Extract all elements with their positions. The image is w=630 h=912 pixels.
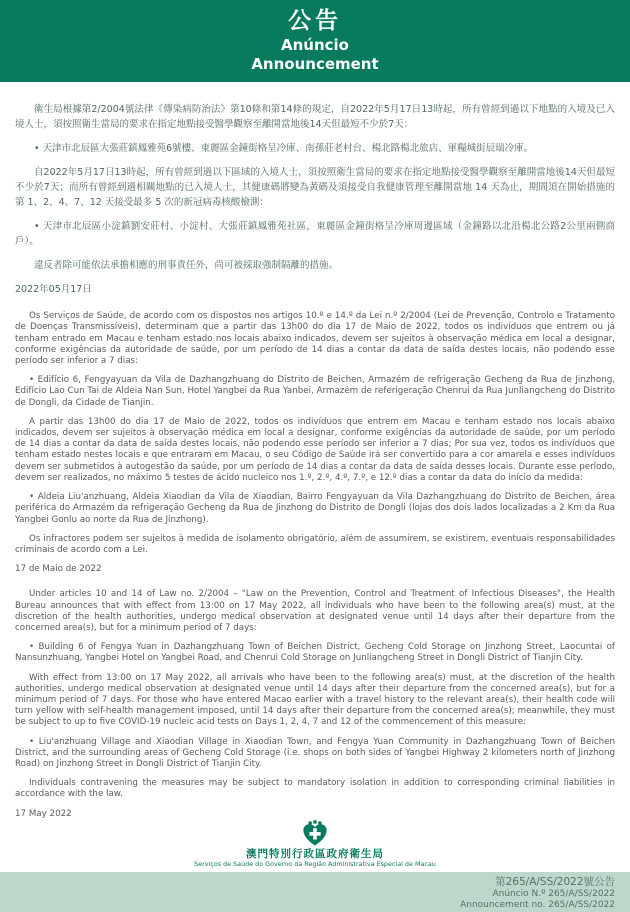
header-banner: [0, 0, 630, 82]
title-english: Announcement: [251, 54, 379, 73]
pt-paragraph-measures: A partir das 13h00 do dia 17 de Maio de 2022, todos os indivíduos que entrem em Macau e tenham estado nos locais abaixo indicados, devem ser sujeitos à observação médica em local a designar, conforme exigências da autoridade de saúde, por um período de 14 dias a contar da data de saída destes locais, não podendo esse período ser inferior a 7 dias; Por sua vez, todos os indivíduos que tenham estado nestes locais e que entraram em Macau, o seu Código de Saúde irá ser convertido para a cor amarela e esses indivíduos devem ser submetidos à autogestão da saúde, por um período de 14 dias a contar da data de saída desses locais. Durante esse período, devem ser realizados, no máximo 5 testes de ácido nucleico nos 1.º, 2.º, 4.º, 7.º, e 12.º dias a contar da data do início da medida:: [15, 416, 615, 483]
en-bullet-locations: • Building 6 of Fengya Yuan in Dazhangzhuang Town of Beichen District, Gecheng Cold Storage on Jinzhong Street, Laocuntai of Nansunzhuang, Yangbei Hotel on Yangbei Road, and Chenrui Cold Storage on Junliangcheng Street in Dongli District of Tianjin City.: [15, 642, 615, 664]
org-name-portuguese: Serviços de Saúde do Governo da Região Administrativa Especial de Macau: [194, 859, 436, 868]
pt-bullet-areas: • Aldeia Liu'anzhuang, Aldeia Xiaodian da Vila de Xiaodian, Bairro Fengyayuan da Vila Dazhangzhuang do Distrito de Beichen, área periférica do Armazém da refrigeração Gecheng da Rua de Jinzhong do Distrito de Dongli (lojas dos dois lados localizadas a 2 Km da Rua Yangbei Gonlu ao norte da Rua de Jinzhong).: [15, 492, 615, 525]
section-english: [15, 589, 615, 819]
zh-paragraph-penalty: 違反者除可能依法承擔相應的刑事責任外，尚可被採取強制隔離的措施。: [34, 260, 339, 272]
footer-org: [0, 820, 630, 872]
pt-date: 17 de Maio de 2022: [15, 564, 102, 575]
zh-paragraph-legal-basis: 衛生局根據第2/2004號法律《傳染病防治法》第10條和第14條的規定，自2022年5月17日13時起，所有曾經到過以下地點的入境及已入境人士，須按照衛生當局的要求在指定地點接受醫學觀察至離開當地後14天但最短不少於7天：: [15, 104, 615, 131]
org-name-chinese: 澳門特別行政區政府衛生局: [246, 847, 384, 860]
announcement-number-portuguese: Anúncio N.º 265/A/SS/2022: [492, 888, 615, 899]
announcement-body: [0, 82, 630, 820]
zh-bullet-locations: • 天津市北辰區大張莊鎮鳳雅苑6號樓、東麗區金鐘街格呈冷庫、南孫莊老村台、楊北路楊北旅店、軍糧城街辰瑞冷庫。: [34, 143, 534, 155]
pt-paragraph-penalty: Os infractores podem ser sujeitos à medida de isolamento obrigatório, além de assumirem, se existirem, eventuais responsabilidades criminais de acordo com a Lei.: [15, 533, 615, 555]
pt-bullet-locations: • Edifício 6, Fengyayuan da Vila de Dazhangzhuang do Distrito de Beichen, Armazém de refrigeração Gecheng da Rua de Jinzhong, Edifício Lao Cun Tai de Aldeia Nan Sun, Hotel Yangbei da Rua Yanbei, Armazém de referigeração Chenrui da Rua Junliangcheng do Distrito de Dongli, da Cidade de Tianjin.: [15, 375, 615, 408]
en-bullet-areas: • Liu'anzhuang Village and Xiaodian Village in Xiaodian Town, and Fengya Yuan Community in Dazhangzhuang Town of Beichen District, and the surrounding areas of Gecheng Cold Storage (i.e. shops on both sides of Yangbei Highway 2 kilometers north of Jinzhong Road) on Jinzhong Street in Dongli District of Tianjin City.: [15, 736, 615, 769]
title-chinese: 公告: [288, 8, 342, 34]
en-paragraph-measures: With effect from 13:00 on 17 May 2022, all arrivals who have been to the following area(s) must, at the discretion of the health authorities, undergo medical observation at designated venue until 14 days after their departure from the concerned area(s), but for a minimum period of 7 days. For those who have entered Macao earlier with a travel history to the relevant area(s), their health code will turn yellow with self-health management imposed, until 14 days after their departure from the concerned area(s); meanwhile, they must be subject to up to five COVID-19 nucleic acid tests on Days 1, 2, 4, 7 and 12 of the commencement of this measure:: [15, 672, 615, 728]
announcement-number-chinese: 第265/A/SS/2022號公告: [495, 875, 615, 888]
section-chinese: [15, 102, 615, 297]
en-date: 17 May 2022: [15, 808, 72, 819]
announcement-number-english: Announcement no. 265/A/SS/2022: [460, 899, 615, 910]
title-portuguese: Anúncio: [281, 35, 349, 54]
section-portuguese: [15, 311, 615, 575]
en-paragraph-legal-basis: Under articles 10 and 14 of Law no. 2/2004 – "Law on the Prevention, Control and Treatment of Infectious Diseases", the Health Bureau announces that with effect from 13:00 on 17 May 2022, all individuals who have been to the following area(s) must, at the discretion of the health authorities, undergo medical observation at designated venue until 14 days after their departure from the concerned area(s), but for a minimum period of 7 days:: [15, 589, 615, 633]
health-bureau-logo-icon: [300, 820, 330, 847]
en-paragraph-penalty: Individuals contravening the measures may be subject to mandatory isolation in addition to corresponding criminal liabilities in accordance with the law.: [15, 778, 615, 800]
announcement-number-band: [0, 872, 630, 912]
zh-date: 2022年05月17日: [15, 284, 92, 296]
pt-paragraph-legal-basis: Os Serviços de Saúde, de acordo com os dispostos nos artigos 10.º e 14.º da Lei n.º 2/2004 (Lei de Prevenção, Controlo e Tratamento de Doenças Transmissíveis), determinam que a partir das 13h00 do dia 17 de Maio de 2022, todos os indivíduos que entrem ou já tenham entrado em Macau e tenham estado nos locais abaixo indicados, devem ser sujeitos à observação médica em local a designar, conforme exigências da autoridade de saúde, por um período de 14 dias a contar da data de saída destes locais, não podendo esse período ser inferior a 7 dias:: [15, 311, 615, 367]
zh-bullet-areas: • 天津市北辰區小淀鎮劉安莊村、小淀村、大張莊鎮鳳雅苑社區，東麗區金鐘街格呈冷庫周邊區域（金鐘路以北沿楊北公路2公里兩側商戶）。: [15, 221, 615, 248]
zh-paragraph-measures: 自2022年5月17日13時起，所有曾經到過以下區域的入境人士，須按照衛生當局的要求在指定地點接受醫學觀察至離開當地後14天但最短不少於7天；而所有曾經到過相關地點的已入境人士，其健康碼將變為黃碼及須接受自我健康管理至離開當地 14 天為止，期間須在開始措施的第 1、2、4、7、12 天接受最多 5 次的新冠病毒核酸檢測：: [15, 167, 615, 209]
